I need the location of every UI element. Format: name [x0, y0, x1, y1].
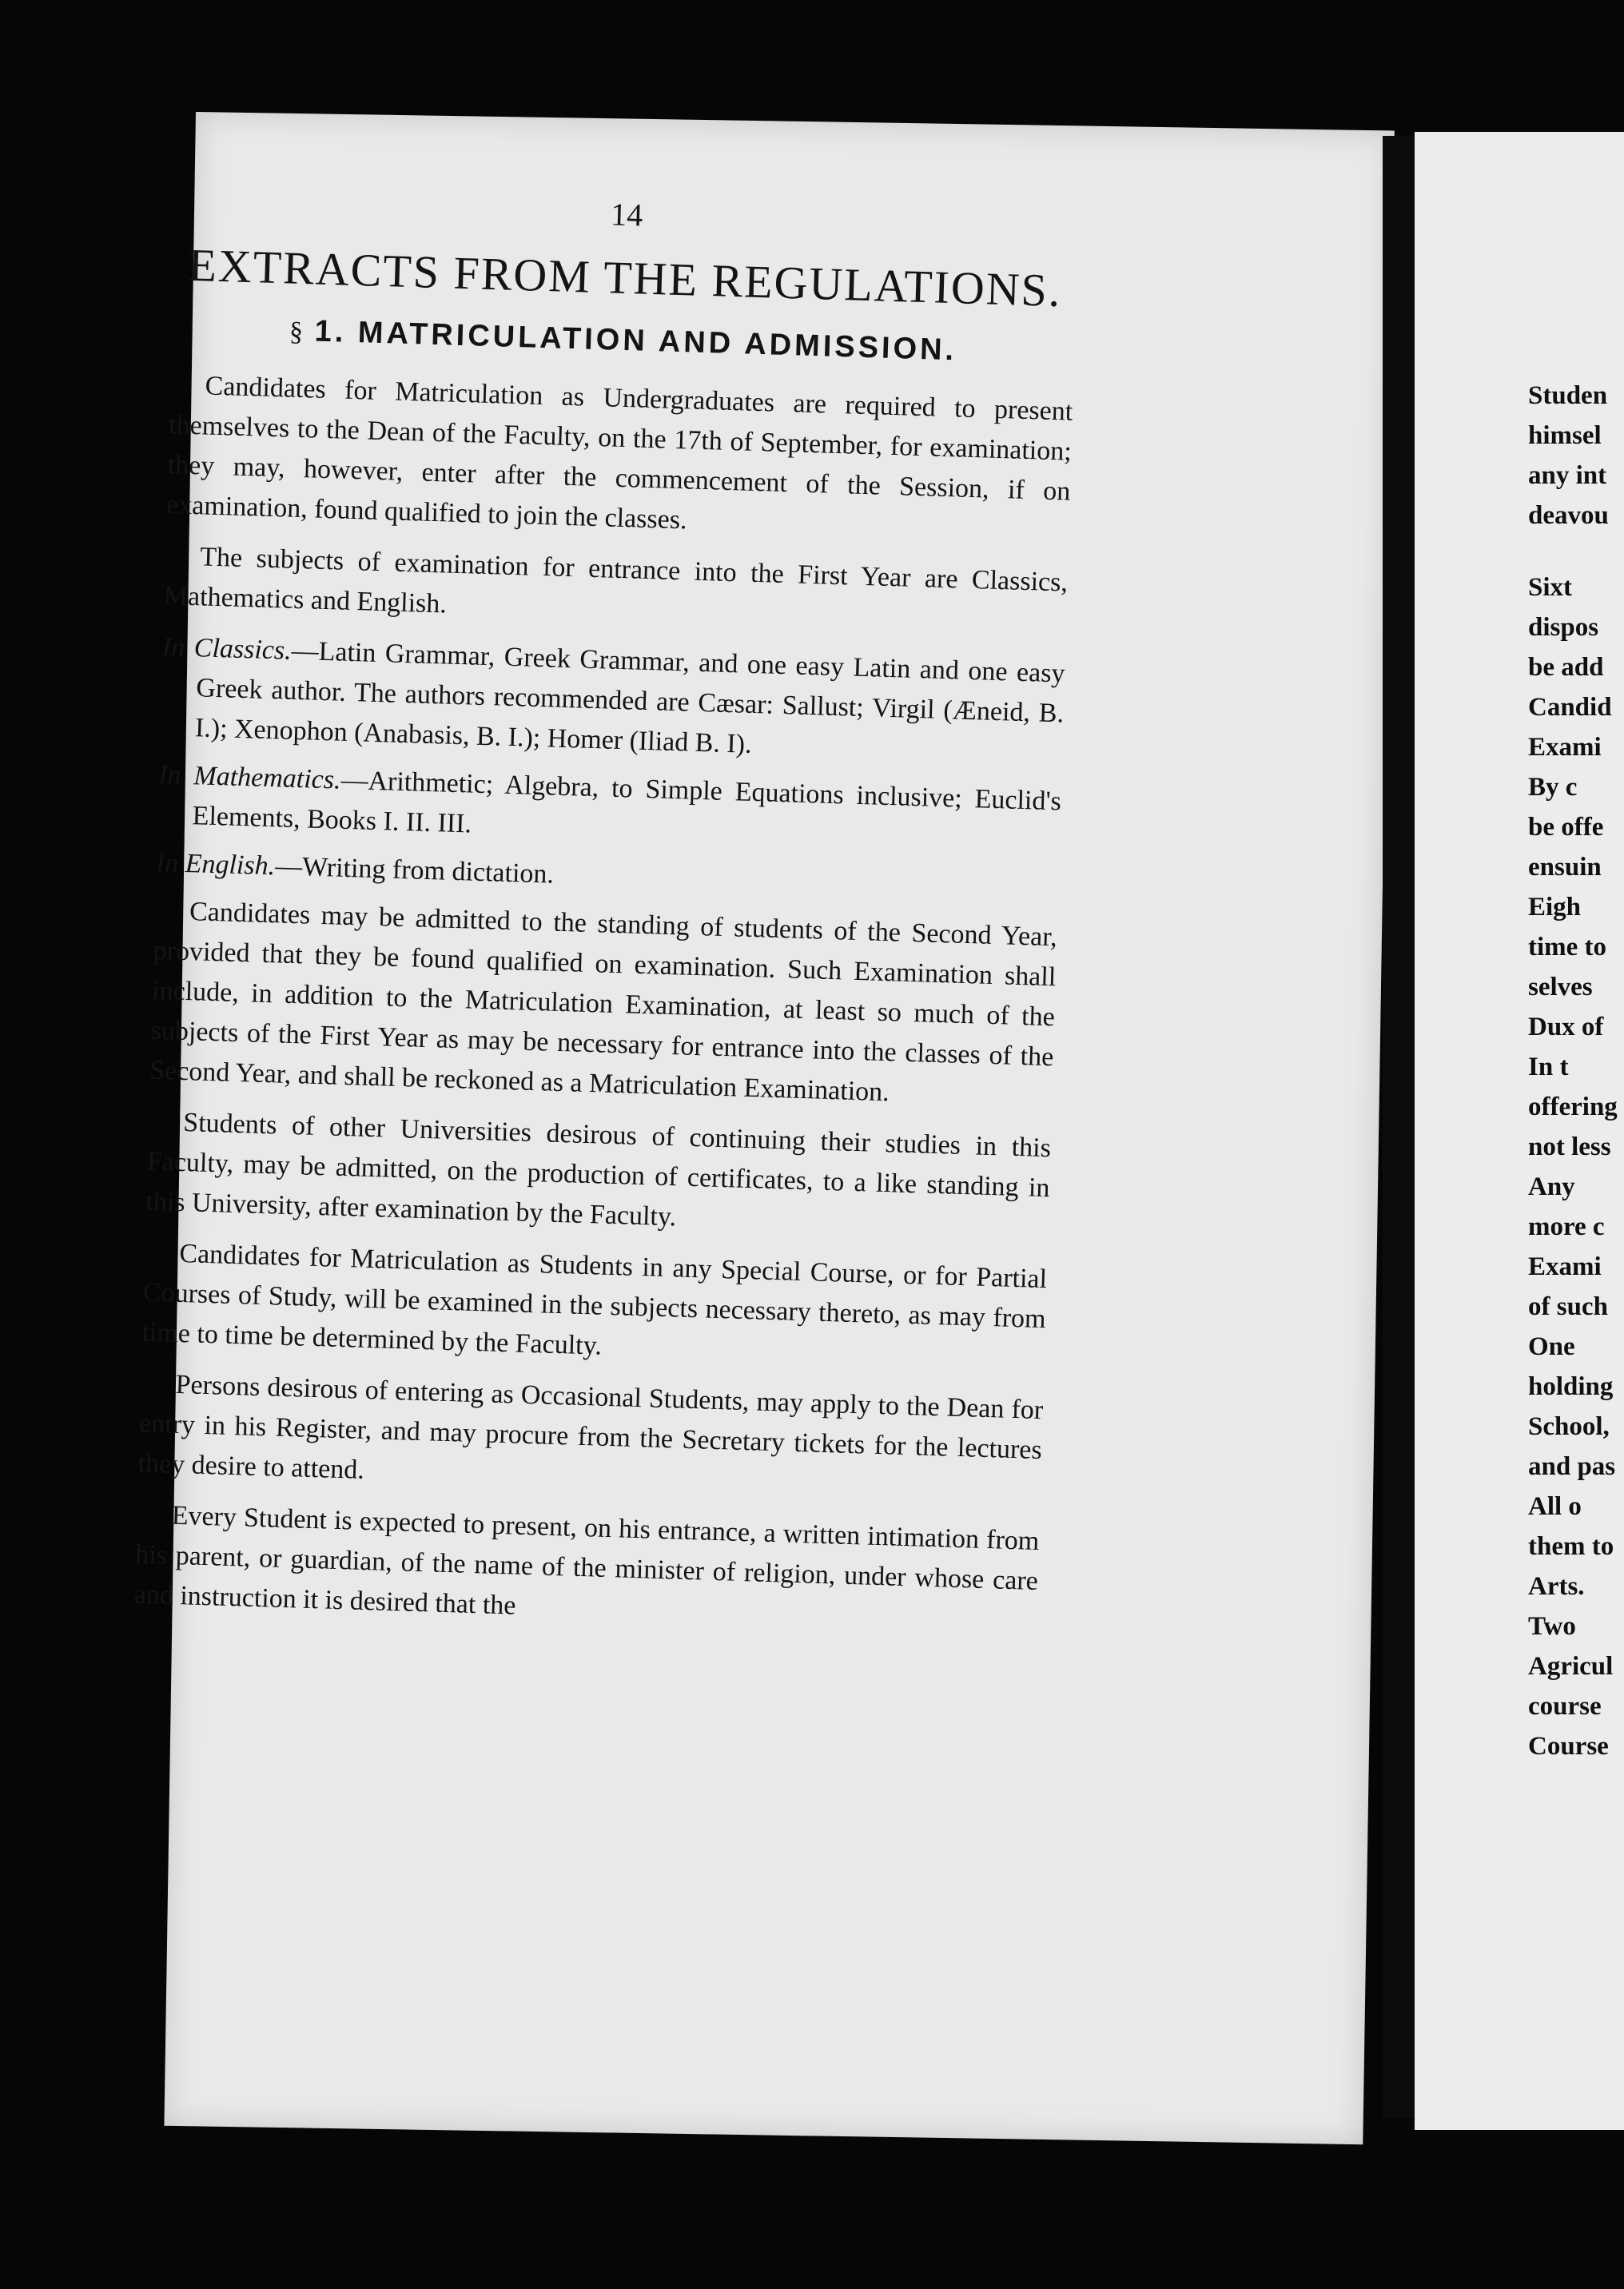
right-page-line: Course	[1528, 1732, 1609, 1761]
right-page-line: not less	[1528, 1133, 1611, 1161]
right-page-line: any int	[1528, 461, 1607, 490]
right-page-line: of such	[1528, 1292, 1608, 1321]
right-page-line: be offe	[1528, 813, 1604, 842]
right-page-line: Exami	[1528, 1252, 1602, 1281]
right-page-line: them to	[1528, 1532, 1614, 1561]
right-page-line: holding	[1528, 1372, 1614, 1401]
right-page-line: time to	[1528, 933, 1607, 961]
subject-classics	[159, 627, 1065, 774]
section-mark: §	[289, 316, 304, 348]
paragraph-religion-intimation: Every Student is expected to present, on his entrance, a written intimation from his parent, or guardian, of the name of the minister of religion, under whose care and instruction it is desired that the	[133, 1500, 1040, 1621]
right-page-line: deavou	[1528, 501, 1609, 530]
paragraph-other-universities: Students of other Universities desirous of continuing their studies in this Faculty, may be admitted, on the production of certificates, to a like standing in this University, after examination by the Faculty.	[145, 1108, 1052, 1232]
right-page-line: All o	[1528, 1492, 1582, 1521]
subject-classics-label: In Classics.	[161, 631, 293, 666]
section-heading-text: 1. MATRICULATION AND ADMISSION.	[314, 314, 957, 368]
subject-mathematics-label: In Mathematics.	[157, 759, 342, 795]
right-page-line: Dux of	[1528, 1013, 1604, 1041]
right-page-line: Exami	[1528, 733, 1602, 762]
left-page-text	[133, 182, 1079, 1653]
paragraph-matriculation: Candidates for Matriculation as Undergraduates are required to present themselves to the Dean of the Faculty, on the 17th of September, for examination; they may, however, enter after the commencement of the Session, if on examination, found qualified to join the classes.	[165, 371, 1073, 535]
paragraph-special-course: Candidates for Matriculation as Students in any Special Course, or for Partial Courses of Study, will be examined in the subjects necessary thereto, as may from time to time be determined by the Faculty.	[141, 1238, 1048, 1361]
right-page-line: more c	[1528, 1212, 1605, 1241]
right-page-line: By c	[1528, 773, 1578, 802]
right-page-line	[1528, 535, 1624, 567]
right-page-line: offering	[1528, 1093, 1618, 1121]
paragraph-occasional-students: Persons desirous of entering as Occasional Students, may apply to the Dean for entry in his Register, and may procure from the Secretary tickets for the lectures they desire to attend.	[137, 1369, 1044, 1485]
right-page-line: School,	[1528, 1412, 1610, 1441]
right-page-line: and pas	[1528, 1452, 1616, 1481]
right-page-line: Sixt	[1528, 573, 1573, 602]
subject-classics-text: —Latin Grammar, Greek Grammar, and one easy Latin and one easy Greek author. The authors recommended are Cæsar: Sallust; Virgil (Æneid, B. I.); Xenophon (Anabasis, B. I.); Homer (Iliad B. I).	[194, 635, 1066, 759]
right-page-line: be add	[1528, 653, 1604, 682]
paragraph-second-year: Candidates may be admitted to the standing of students of the Second Year, provided that they be found qualified on examination. Such Examination shall include, in addition to the Matriculation Examination, at least so much of the subjects of the First Year as may be necessary for entrance into the classes of the Second Year, and shall be reckoned as a Matriculation Examination.	[149, 897, 1058, 1108]
right-page-line: selves	[1528, 973, 1593, 1001]
right-page-line: ensuin	[1528, 853, 1602, 882]
right-page-line: Studen	[1528, 381, 1608, 410]
book-gutter	[1383, 136, 1416, 2118]
right-page-line: Eigh	[1528, 893, 1582, 922]
subject-mathematics-text: —Arithmetic; Algebra, to Simple Equations inclusive; Euclid's Elements, Books I. II. III.	[192, 765, 1062, 839]
right-page-line: Two	[1528, 1612, 1576, 1641]
right-page-text	[1528, 376, 1624, 1766]
subject-mathematics	[157, 755, 1061, 862]
right-page-line: Agricul	[1528, 1652, 1614, 1681]
right-page-line: himsel	[1528, 421, 1602, 450]
subject-english-text: —Writing from dictation.	[274, 851, 555, 890]
subject-english-label: In English.	[155, 847, 276, 882]
page-title: EXTRACTS FROM THE REGULATIONS.	[187, 238, 1063, 317]
right-page-line: dispos	[1528, 613, 1599, 642]
right-page-line: One	[1528, 1332, 1575, 1361]
section-heading	[171, 310, 1075, 372]
right-page-line: Candid	[1528, 693, 1612, 722]
right-page-line: In t	[1528, 1053, 1569, 1081]
right-page-line: Any	[1528, 1172, 1575, 1201]
page-number: 14	[610, 196, 643, 233]
right-page-line: course	[1528, 1692, 1602, 1721]
paragraph-subjects: The subjects of examination for entrance into the First Year are Classics, Mathematics and English.	[163, 542, 1069, 619]
right-page-line: Arts.	[1528, 1572, 1585, 1601]
